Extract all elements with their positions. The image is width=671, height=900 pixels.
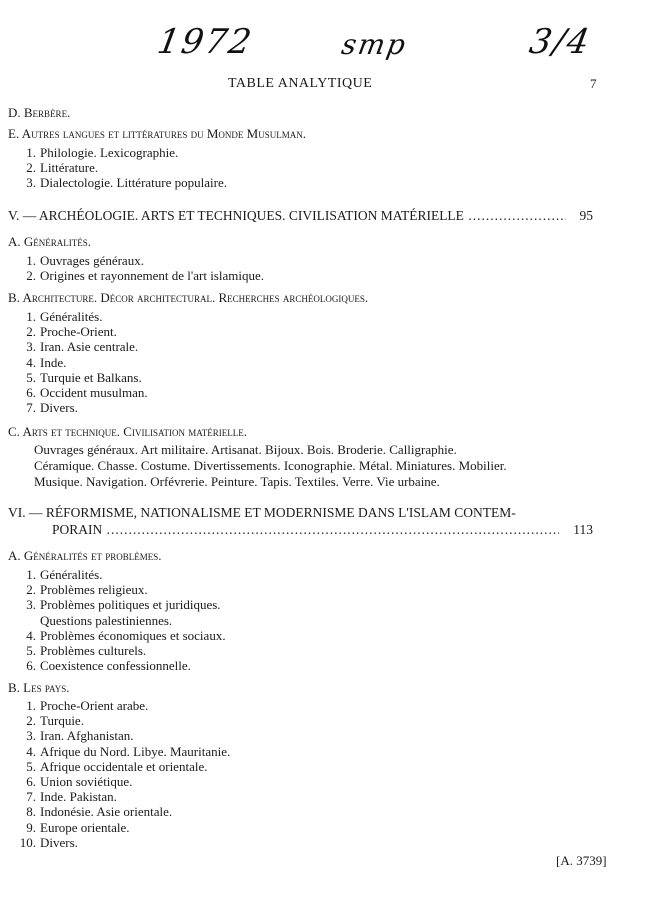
list-item [14, 728, 134, 744]
chapter-heading-v [8, 208, 593, 224]
list-item-text: Inde. [40, 354, 67, 370]
section-heading: B. Les pays. [8, 680, 70, 695]
chapter-page: 95 [579, 208, 593, 223]
list-item-text: Dialectologie. Littérature populaire. [40, 175, 227, 191]
section-heading: B. Architecture. Décor architectural. Recherches archéologiques. [8, 290, 369, 305]
paragraph-line: Ouvrages généraux. Art militaire. Artisanat. Bijoux. Bois. Broderie. Calligraphie. [34, 442, 457, 457]
paragraph-line: Musique. Navigation. Orfévrerie. Peinture. Tapis. Textiles. Verre. Vie urbaine. [34, 474, 440, 489]
list-item-text: Problèmes politiques et juridiques. [40, 597, 221, 613]
handwritten-year: 1972 [154, 22, 257, 62]
list-item [14, 759, 207, 775]
list-item [14, 309, 102, 325]
list-item [14, 713, 84, 729]
page-number: 7 [590, 76, 597, 91]
list-item-text: Généralités. [40, 567, 103, 582]
list-item-text: Problèmes économiques et sociaux. [40, 627, 226, 643]
list-item-text: Proche-Orient. [40, 324, 117, 340]
list-item [14, 324, 117, 340]
list-item-number: 7. [26, 400, 36, 416]
list-item-number: 9. [26, 819, 36, 835]
list-item-text: Afrique occidentale et orientale. [40, 758, 208, 774]
list-item [14, 268, 264, 284]
page-title: TABLE ANALYTIQUE [228, 76, 373, 91]
list-item-text: Questions palestiniennes. [40, 612, 173, 628]
list-item-text: Turquie. [40, 713, 84, 729]
list-item-text: Ouvrages généraux. [40, 253, 144, 268]
list-item-text: Iran. Asie centrale. [40, 339, 139, 355]
list-item-number: 2. [26, 268, 36, 284]
chapter-heading-vi [52, 522, 593, 538]
list-item-number: 1. [26, 567, 36, 582]
list-item [14, 628, 226, 644]
list-item [14, 582, 148, 598]
chapter-page: 113 [573, 522, 593, 537]
list-item [14, 820, 130, 836]
list-item-text: Divers. [40, 400, 78, 416]
list-item-number: 6. [26, 385, 36, 400]
list-item-number: 1. [26, 698, 36, 713]
list-item-number: 2. [26, 324, 36, 340]
list-item [14, 804, 172, 820]
list-item-text: Problèmes culturels. [40, 643, 147, 658]
list-item-number: 2. [26, 713, 36, 729]
list-item [14, 385, 148, 401]
list-item-number: 6. [26, 774, 36, 789]
list-item-number: 6. [26, 658, 36, 674]
list-item [14, 145, 178, 161]
section-heading: A. Généralités et problèmes. [8, 548, 162, 563]
chapter-title: V. — ARCHÉOLOGIE. ARTS ET TECHNIQUES. CIVILISATION MATÉRIELLE ..... [8, 208, 566, 224]
list-item-number: 10. [19, 834, 36, 850]
list-item [14, 370, 142, 386]
list-item-number: 3. [26, 339, 36, 355]
section-heading: A. Généralités. [8, 234, 92, 249]
list-item-text: Origines et rayonnement de l'art islamique. [40, 268, 264, 284]
list-item [14, 355, 66, 371]
list-item-number: 1. [26, 309, 36, 324]
handwritten-fraction: 3/4 [526, 22, 595, 62]
list-item [14, 613, 172, 629]
handwritten-initials: smp [339, 28, 410, 61]
list-item-text: Littérature. [40, 160, 99, 176]
list-item-number: 7. [26, 789, 36, 805]
list-item [14, 400, 78, 416]
list-item-number: 3. [26, 597, 36, 613]
list-item-text: Iran. Afghanistan. [40, 728, 134, 744]
list-item-text: Afrique du Nord. Libye. Mauritanie. [40, 743, 231, 759]
section-heading: D. Berbère. [8, 105, 71, 120]
list-item-number: 3. [26, 175, 36, 191]
list-item-text: Problèmes religieux. [40, 582, 148, 598]
list-item-text: Turquie et Balkans. [40, 369, 142, 385]
list-item-number: 4. [26, 743, 36, 759]
list-item-number: 8. [26, 804, 36, 820]
list-item-text: Europe orientale. [40, 819, 130, 835]
list-item [14, 567, 102, 583]
list-item-text: Occident musulman. [40, 385, 148, 400]
list-item-number: 1. [26, 145, 36, 160]
list-item-text: Philologie. Lexicographie. [40, 145, 179, 160]
list-item-number: 5. [26, 758, 36, 774]
list-item [14, 253, 144, 269]
list-item [14, 698, 148, 714]
list-item-text: Proche-Orient arabe. [40, 698, 149, 713]
list-item-text: Généralités. [40, 309, 103, 324]
list-item [14, 643, 146, 659]
list-item-number: 4. [26, 627, 36, 643]
list-item-number: 2. [26, 160, 36, 176]
list-item-text: Inde. Pakistan. [40, 789, 117, 805]
list-item [14, 597, 221, 613]
list-item [14, 774, 132, 790]
list-item [14, 339, 138, 355]
list-item-number: 5. [26, 643, 36, 658]
footer-reference: [A. 3739] [556, 853, 607, 868]
section-heading: E. Autres langues et littératures du Monde Musulman. [8, 126, 306, 141]
list-item-text: Divers. [40, 834, 78, 850]
list-item [14, 175, 227, 191]
list-item-number: 2. [26, 582, 36, 598]
list-item-number: 1. [26, 253, 36, 268]
list-item-text: Indonésie. Asie orientale. [40, 804, 173, 820]
list-item [14, 789, 117, 805]
list-item-text: Union soviétique. [40, 774, 133, 789]
list-item-number: 4. [26, 354, 36, 370]
list-item [14, 658, 191, 674]
list-item-number: 3. [26, 728, 36, 744]
list-item [14, 744, 230, 760]
paragraph-line: Céramique. Chasse. Costume. Divertissements. Iconographie. Métal. Miniatures. Mobilier. [34, 458, 507, 473]
list-item [14, 835, 78, 851]
section-heading: C. Arts et technique. Civilisation matérielle. [8, 424, 247, 439]
chapter-title-line1: VI. — RÉFORMISME, NATIONALISME ET MODERNISME DANS L'ISLAM CONTEM- [8, 505, 516, 520]
list-item-number: 5. [26, 369, 36, 385]
chapter-title-line2: PORAIN ..... [52, 522, 559, 538]
list-item [14, 160, 98, 176]
list-item-text: Coexistence confessionnelle. [40, 658, 191, 674]
